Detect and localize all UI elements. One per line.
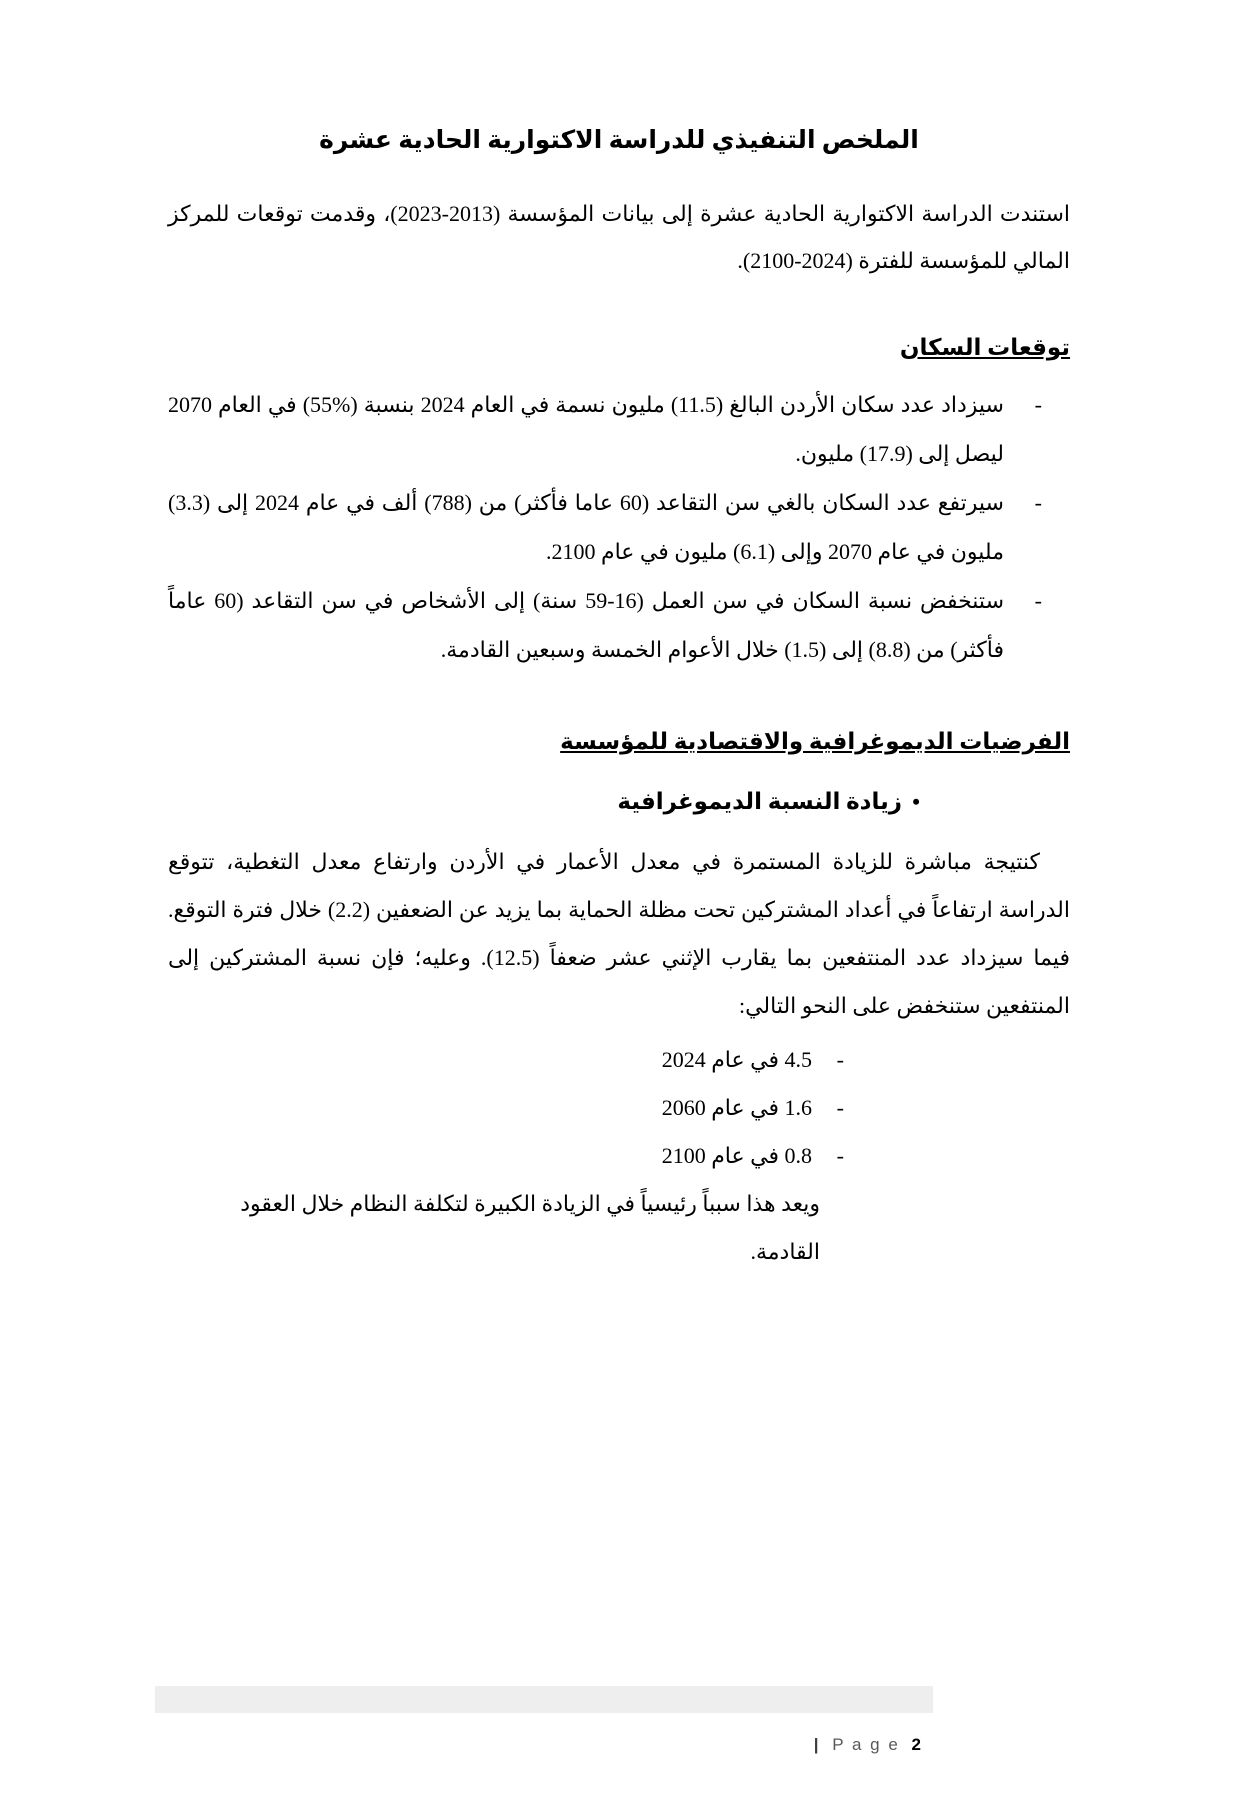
list-item-text: 1.6 في عام 2060 <box>661 1094 812 1120</box>
footer-page-number: 2 <box>911 1735 921 1754</box>
list-item <box>168 576 1070 674</box>
section-heading-assumptions: الفرضيات الديموغرافية والاقتصادية للمؤسسة <box>560 728 1070 754</box>
subheading-demographic-ratio <box>168 778 1070 826</box>
list-item-text: سيزداد عدد سكان الأردن البالغ (11.5) مليون نسمة في العام 2024 بنسبة (%55) في العام 2070 ليصل إلى (17.9) مليون. <box>168 391 1004 466</box>
footer-page-label: P a g e <box>832 1735 900 1754</box>
list-item-text: 4.5 في عام 2024 <box>661 1046 812 1072</box>
list-item <box>168 1084 1070 1132</box>
population-bullet-list <box>168 380 1070 674</box>
page-footer <box>155 1735 921 1755</box>
subheading-text: زيادة النسبة الديموغرافية <box>617 788 902 814</box>
dash-bullet-icon: - <box>836 1094 844 1120</box>
list-item-text: 0.8 في عام 2100 <box>661 1142 812 1168</box>
document-title: الملخص التنفيذي للدراسة الاكتوارية الحادية عشرة <box>319 127 919 154</box>
intro-paragraph: استندت الدراسة الاكتوارية الحادية عشرة إلى بيانات المؤسسة (2013-2023)، وقدمت توقعات للمركز المالي للمؤسسة للفترة (2024-2100). <box>168 200 1070 273</box>
dash-bullet-icon: - <box>836 1046 844 1072</box>
assumptions-paragraph: كنتيجة مباشرة للزيادة المستمرة في معدل الأعمار في الأردن وارتفاع معدل التغطية، تتوقع الدراسة ارتفاعاً في أعداد المشتركين تحت مظلة الحماية بما يزيد عن الضعفين (2.2) خلال فترة التوقع. فيما سيزداد عدد المنتفعين بما يقارب الإثني عشر ضعفاً (12.5). وعليه؛ فإن نسبة المشتركين إلى المنتفعين ستنخفض على النحو التالي: <box>168 848 1071 1018</box>
section-heading-population-projections: توقعات السكان <box>899 334 1070 360</box>
footer-highlight-bar <box>155 1686 933 1713</box>
dash-bullet-icon: - <box>1034 489 1042 515</box>
dash-bullet-icon: - <box>836 1142 844 1168</box>
list-item-text: ستنخفض نسبة السكان في سن العمل (16-59 سنة) إلى الأشخاص في سن التقاعد (60 عاماً فأكثر) من (8.8) إلى (1.5) خلال الأعوام الخمسة وسبعين القادمة. <box>168 587 1005 662</box>
dash-bullet-icon: - <box>1034 587 1042 613</box>
round-bullet-icon: • <box>912 788 920 814</box>
list-item <box>168 1036 1070 1084</box>
dash-bullet-icon: - <box>1034 391 1042 417</box>
list-item <box>168 380 1070 478</box>
list-item <box>168 1132 1070 1180</box>
closing-sentence: ويعد هذا سبباً رئيسياً في الزيادة الكبيرة لتكلفة النظام خلال العقود القادمة. <box>240 1190 820 1264</box>
list-item <box>168 478 1070 576</box>
ratio-list <box>168 1036 1070 1180</box>
list-item-text: سيرتفع عدد السكان بالغي سن التقاعد (60 عاما فأكثر) من (788) ألف في عام 2024 إلى (3.3) مليون في عام 2070 وإلى (6.1) مليون في عام 2100. <box>168 489 1004 564</box>
footer-separator: | <box>813 1735 819 1754</box>
